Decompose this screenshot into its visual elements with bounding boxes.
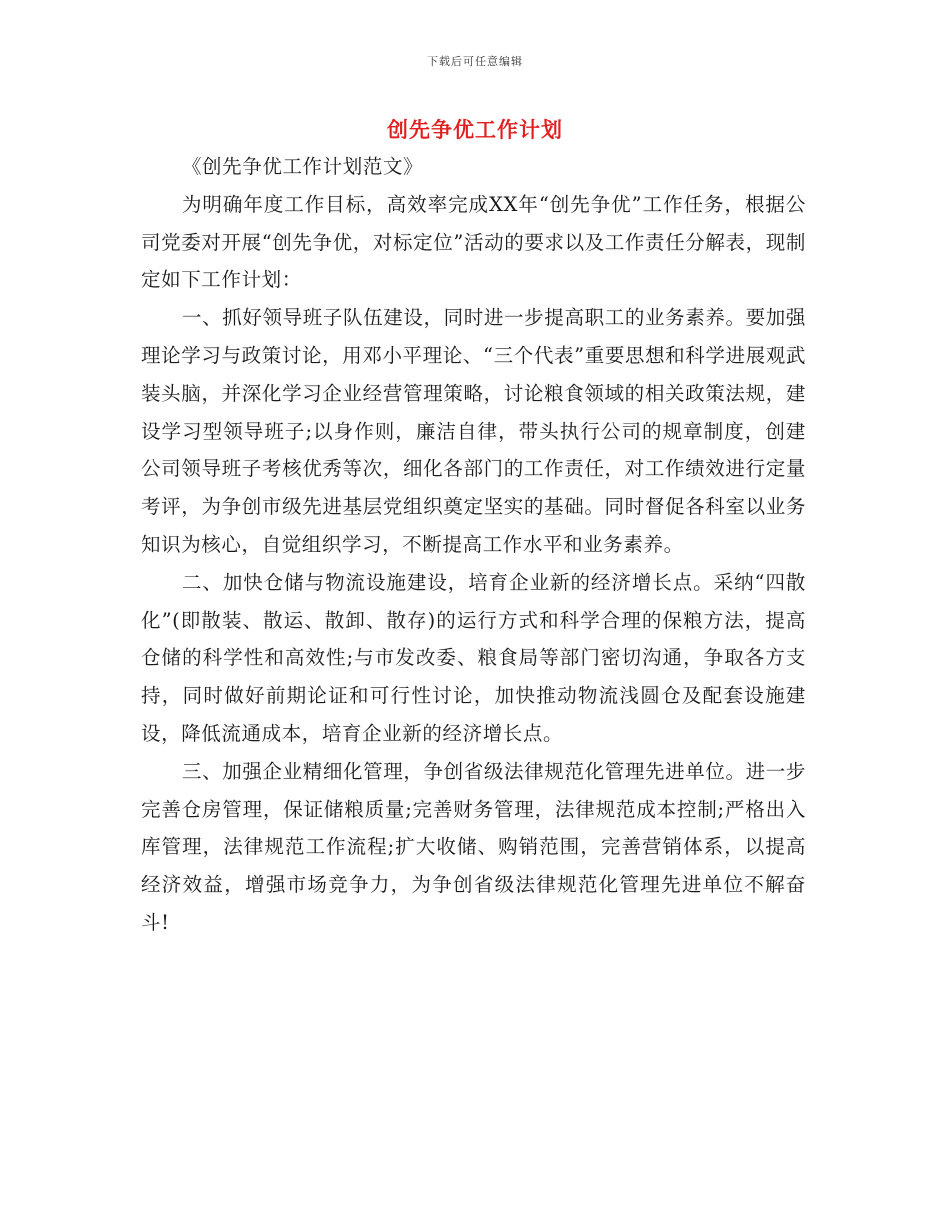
paragraph-section-1: 一、抓好领导班子队伍建设，同时进一步提高职工的业务素养。要加强理论学习与政策讨论，用邓小平理论、“三个代表”重要思想和科学进展观武装头脑，并深化学习企业经营管理策略，讨论粮食领域的相关政策法规，建设学习型领导班子;以身作则，廉洁自律，带头执行公司的规章制度，创建公司领导班子考核优秀等次，细化各部门的工作责任，对工作绩效进行定量考评，为争创市级先进基层党组织奠定坚实的基础。同时督促各科室以业务知识为核心，自觉组织学习，不断提高工作水平和业务素养。 bbox=[141, 306, 806, 556]
paragraph-subtitle: 《创先争优工作计划范文》 bbox=[181, 155, 424, 178]
header-note: 下载后可任意编辑 bbox=[427, 55, 523, 68]
paragraph-section-2: 二、加快仓储与物流设施建设，培育企业新的经济增长点。采纳“四散化”(即散装、散运、散卸、散存)的运行方式和科学合理的保粮方法，提高仓储的科学性和高效性;与市发改委、粮食局等部门密切沟通，争取各方支持，同时做好前期论证和可行性讨论，加快推动物流浅圆仓及配套设施建设，降低流通成本，培育企业新的经济增长点。 bbox=[141, 570, 806, 745]
paragraph-section-3: 三、加强企业精细化管理，争创省级法律规范化管理先进单位。进一步完善仓房管理，保证储粮质量;完善财务管理，法律规范成本控制;严格出入库管理，法律规范工作流程;扩大收储、购销范围，完善营销体系，以提高经济效益，增强市场竞争力，为争创省级法律规范化管理先进单位不解奋斗! bbox=[141, 759, 806, 934]
document-title: 创先争优工作计划 bbox=[387, 118, 563, 142]
document-body bbox=[141, 148, 806, 942]
paragraph-intro: 为明确年度工作目标，高效率完成XX年“创先争优”工作任务，根据公司党委对开展“创先争优，对标定位”活动的要求以及工作责任分解表，现制定如下工作计划： bbox=[141, 192, 806, 292]
